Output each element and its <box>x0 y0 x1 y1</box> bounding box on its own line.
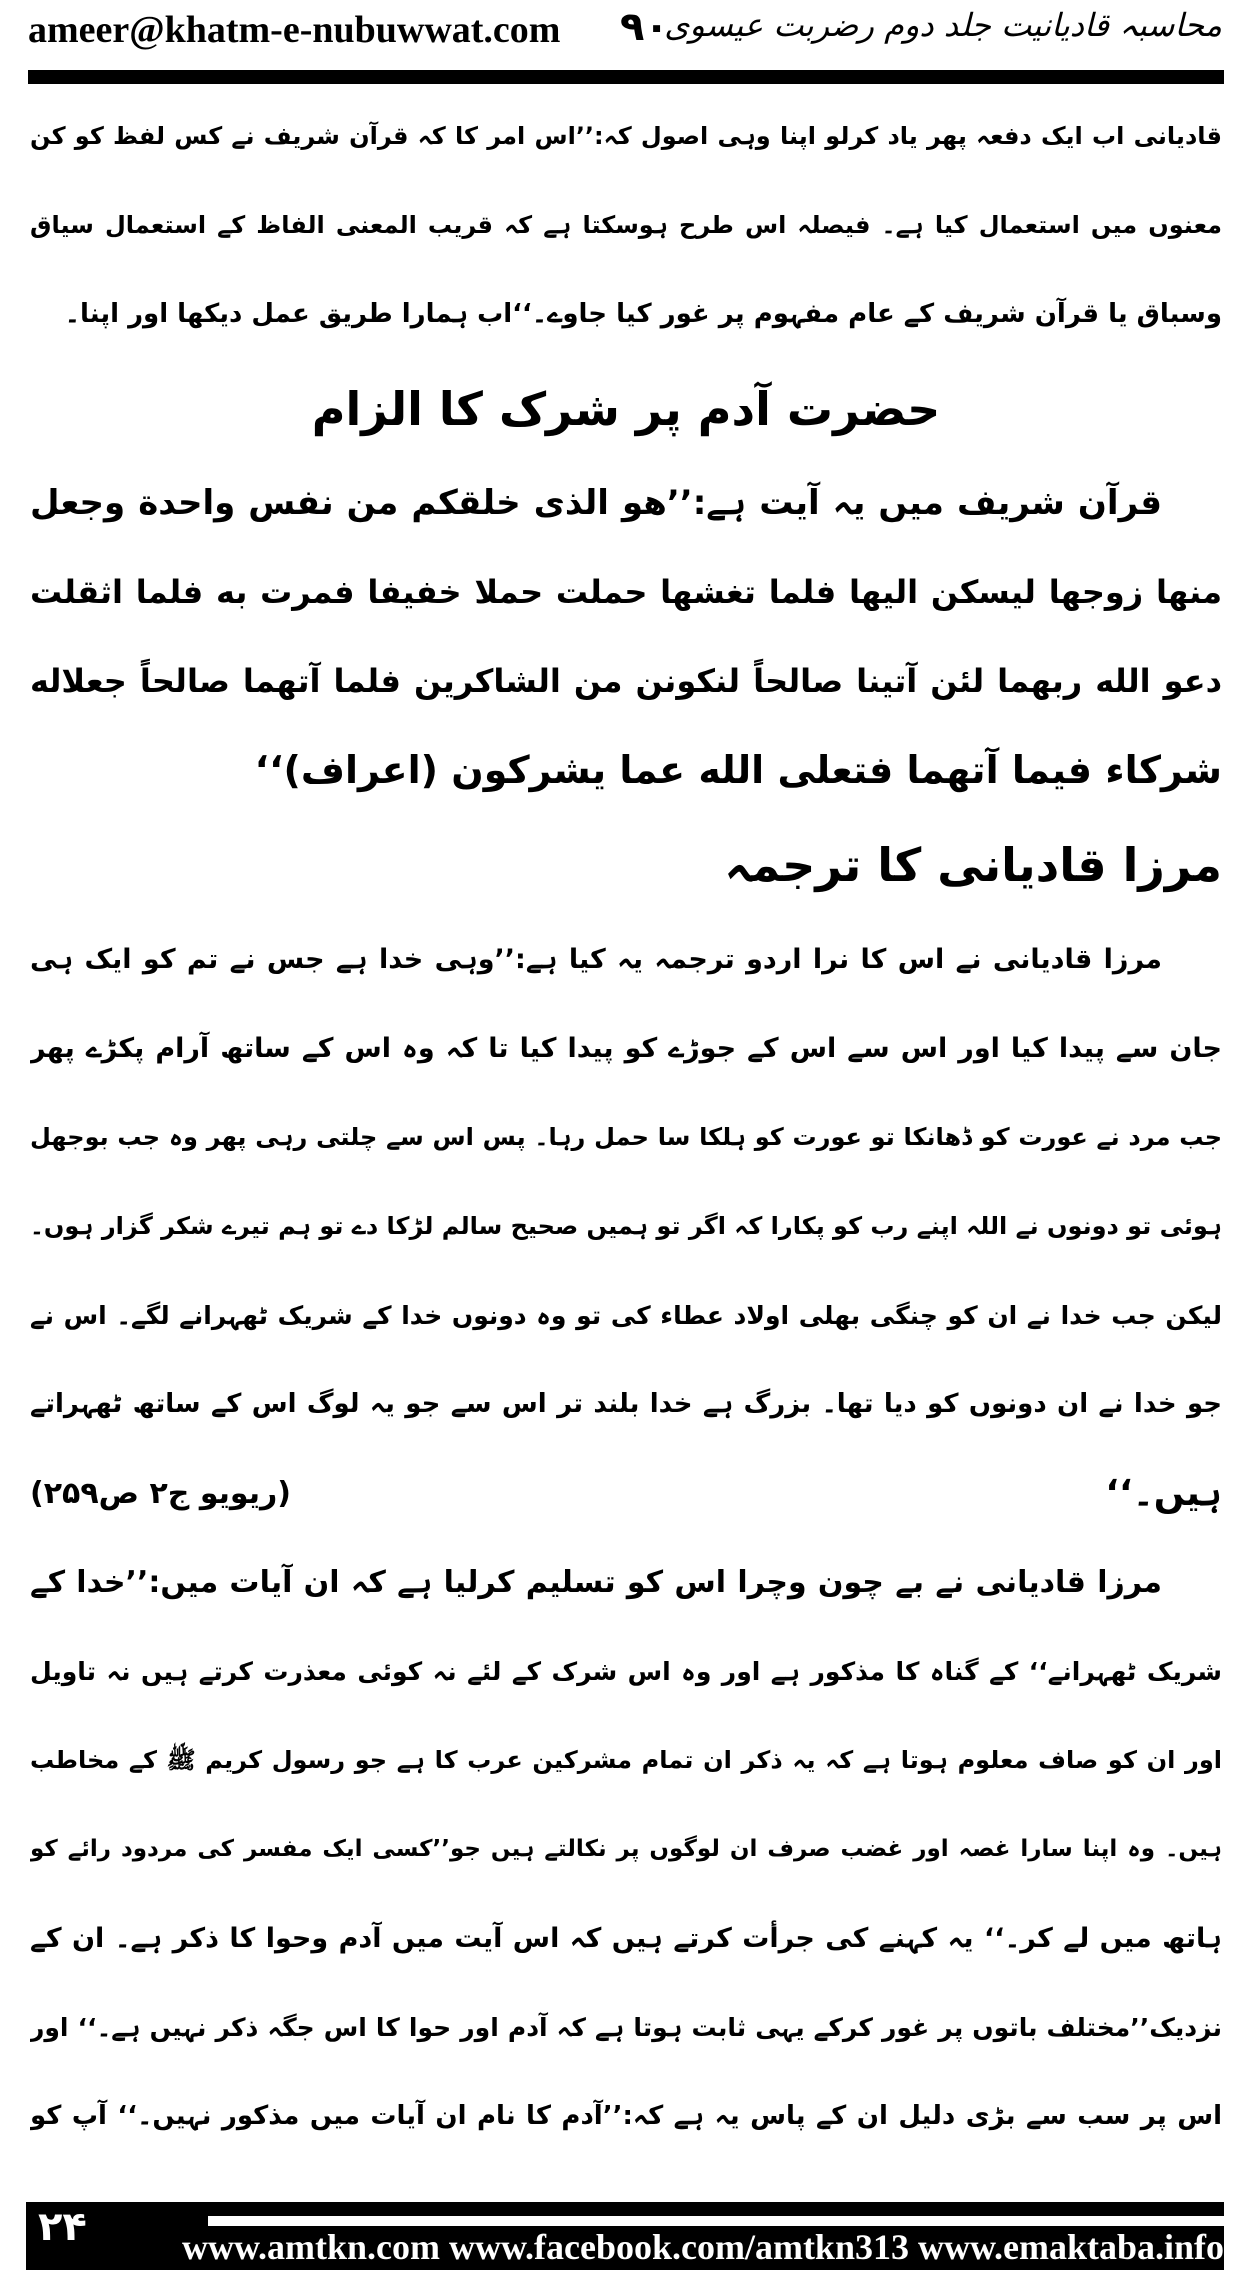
text-line: اور ان کو صاف معلوم ہوتا ہے کہ یہ ذکر ان تمام مشرکین عرب کا ہے جو رسول کریم ﷺ کے مخاطب <box>30 1746 1222 1774</box>
text-line: قادیانی اب ایک دفعہ پھر یاد کرلو اپنا وہی اصول کہ:’’اس امر کا کہ قرآن شریف نے کس لفظ کو کن <box>30 122 1222 150</box>
text-line-end: ہیں۔‘‘ <box>1105 1473 1222 1514</box>
text-line: لیکن جب خدا نے ان کو چنگی بھلی اولاد عطاء کی تو وہ دونوں خدا کے شریک ٹھہرانے لگے۔ اس نے <box>30 1301 1222 1330</box>
footer-volume-page: ۲۴ <box>38 2204 87 2250</box>
text-line: ہوئی تو دونوں نے اللہ اپنے رب کو پکارا کہ اگر تو ہمیں صحیح سالم لڑکا دے تو ہم تیرے شکر گزار ہوں۔ <box>30 1212 1222 1240</box>
text-line: جب مرد نے عورت کو ڈھانکا تو عورت کو ہلکا سا حمل رہا۔ پس اس سے چلتی رہی پھر وہ جب بوجھل <box>30 1123 1222 1151</box>
text-line: مرزا قادیانی نے بے چون وچرا اس کو تسلیم کرلیا ہے کہ ان آیات میں:’’خدا کے <box>30 1565 1162 1600</box>
footer-urls: www.amtkn.com www.facebook.com/amtkn313 www.emaktaba.info <box>182 2227 1224 2267</box>
verse-line: شركاء فيما آتهما فتعلى الله عما يشركون (اعراف)‘‘ <box>254 748 1222 792</box>
page-body <box>30 92 1222 2161</box>
text-line: معنوں میں استعمال کیا ہے۔ فیصلہ اس طرح ہوسکتا ہے کہ قریب المعنی الفاظ کے استعمال سیاق <box>30 211 1222 239</box>
header-email: ameer@khatm-e-nubuwwat.com <box>28 9 561 51</box>
text-line-with-reference <box>30 1449 1222 1538</box>
citation-reference: (ریویو ج۲ ص۲۵۹) <box>30 1476 291 1511</box>
header-book-title: محاسبہ قادیانیت جلد دوم رضربت عیسوی <box>664 6 1222 44</box>
verse-line: قرآن شریف میں یہ آیت ہے:’’هو الذی خلقكم من نفس واحدة وجعل <box>30 483 1162 523</box>
footer-stripe <box>208 2216 1224 2226</box>
header-rule <box>28 70 1224 84</box>
text-line: مرزا قادیانی نے اس کا نرا اردو ترجمہ یہ کیا ہے:’’وہی خدا ہے جس نے تم کو ایک ہی <box>30 944 1162 975</box>
text-line: جو خدا نے ان دونوں کو دیا تھا۔ بزرگ ہے خدا بلند تر اس سے جو یہ لوگ اس کے ساتھ ٹھہراتے <box>30 1389 1222 1419</box>
section-heading: مرزا قادیانی کا ترجمہ <box>724 838 1222 892</box>
text-line: شریک ٹھہرانے‘‘ کے گناہ کا مذکور ہے اور وہ اس شرک کے لئے نہ کوئی معذرت کرتے ہیں نہ تاویل <box>30 1657 1222 1686</box>
text-line: اس پر سب سے بڑی دلیل ان کے پاس یہ ہے کہ:’’آدم کا نام ان آیات میں مذکور نہیں۔‘‘ آپ کو <box>30 2101 1222 2131</box>
text-line: ہاتھ میں لے کر۔‘‘ یہ کہنے کی جرأت کرتے ہیں کہ اس آیت میں آدم وحوا کا ذکر ہے۔ ان کے <box>30 1923 1222 1954</box>
text-line: نزدیک’’مختلف باتوں پر غور کرکے یہی ثابت ہوتا ہے کہ آدم اور حوا کا اس جگہ ذکر نہیں ہے۔‘‘ اور <box>30 2013 1222 2042</box>
text-line: وسباق یا قرآن شریف کے عام مفہوم پر غور کیا جاوے۔‘‘اب ہمارا طریق عمل دیکھا اور اپنا۔ <box>64 299 1222 329</box>
text-line: جان سے پیدا کیا اور اس سے اس کے جوڑے کو پیدا کیا تا کہ وہ اس کے ساتھ آرام پکڑے پھر <box>30 1033 1222 1064</box>
page-footer <box>26 2202 1224 2270</box>
verse-line: منها زوجها ليسكن اليها فلما تغشها حملت حملا خفيفا فمرت به فلما اثقلت <box>30 573 1222 611</box>
verse-line: دعو الله ربهما لئن آتينا صالحاً لنكونن من الشاكرين فلما آتهما صالحاً جعلاله <box>30 662 1222 700</box>
text-line: ہیں۔ وہ اپنا سارا غصہ اور غضب صرف ان لوگوں پر نکالتے ہیں جو’’کسی ایک مفسر کی مردود رائے کو <box>30 1836 1222 1862</box>
header-page-number: ۹۰ <box>620 4 669 50</box>
section-heading: حضرت آدم پر شرک کا الزام <box>311 382 941 436</box>
